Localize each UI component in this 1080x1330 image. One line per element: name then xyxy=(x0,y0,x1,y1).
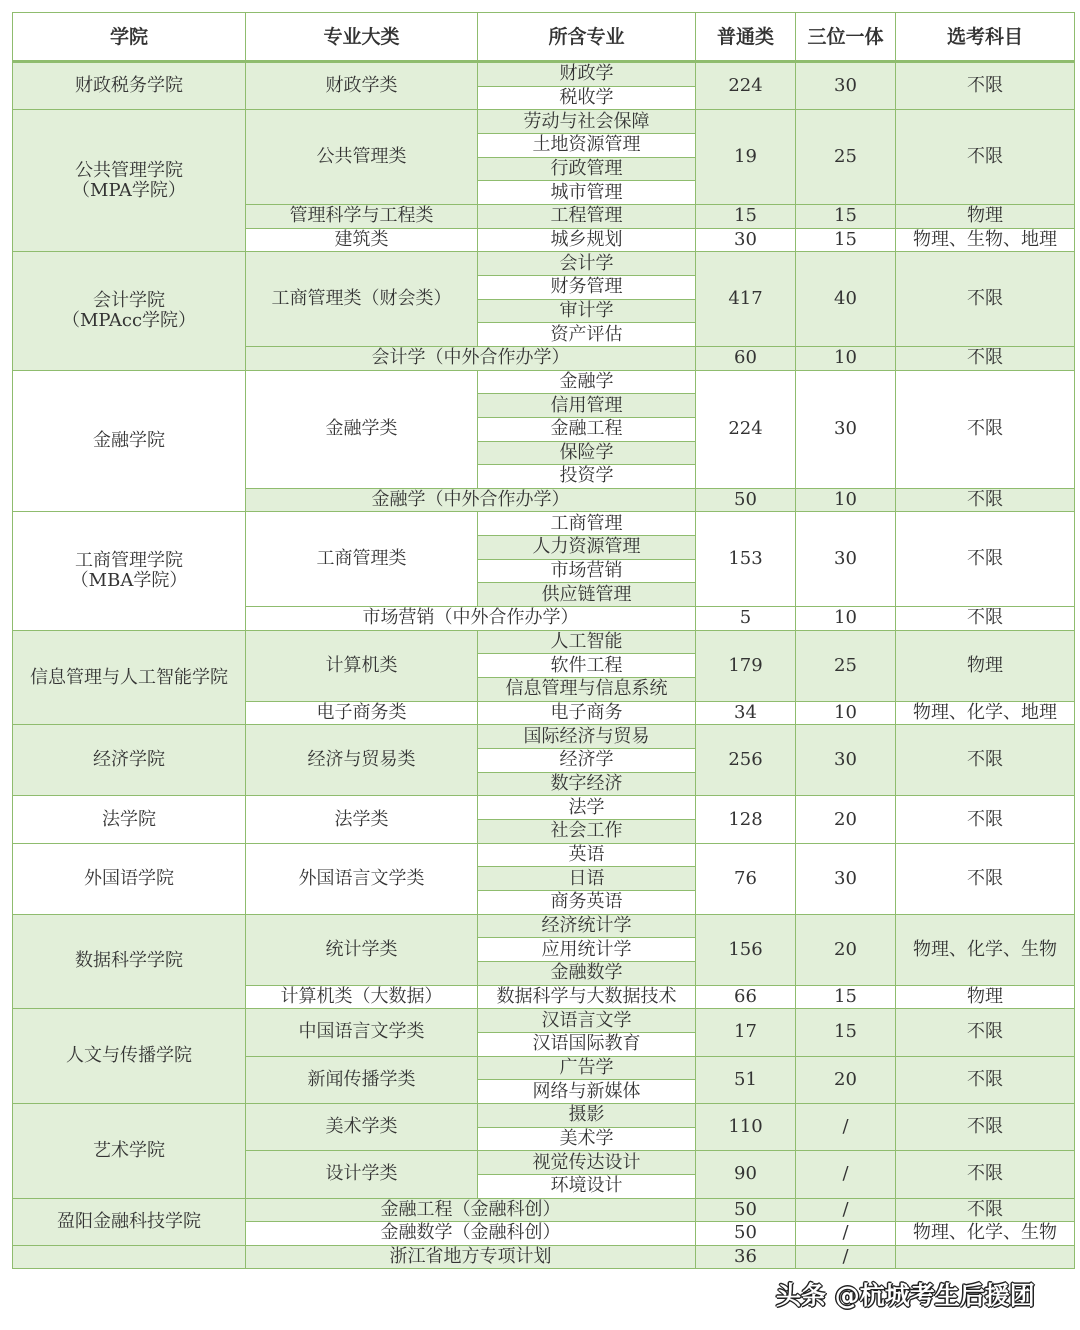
major-name: 视觉传达设计 xyxy=(478,1151,696,1175)
major-name: 美术学 xyxy=(478,1127,696,1151)
table-row xyxy=(13,370,1075,394)
exam-subjects: 物理、化学、生物 xyxy=(896,1222,1075,1246)
header-subjects: 选考科目 xyxy=(896,13,1075,62)
major-name: 经济统计学 xyxy=(478,914,696,938)
major-name: 数字经济 xyxy=(478,772,696,796)
header-trinity: 三位一体 xyxy=(796,13,896,62)
general-quota: 51 xyxy=(696,1056,796,1103)
table-body xyxy=(13,62,1075,1269)
general-quota: 224 xyxy=(696,370,796,488)
trinity-quota: / xyxy=(796,1103,896,1150)
major-name: 人工智能 xyxy=(478,630,696,654)
category-name: 财政学类 xyxy=(246,62,478,110)
category-name: 外国语言文学类 xyxy=(246,843,478,914)
major-name: 日语 xyxy=(478,867,696,891)
trinity-quota: 25 xyxy=(796,110,896,205)
major-name: 保险学 xyxy=(478,441,696,465)
exam-subjects: 不限 xyxy=(896,725,1075,796)
major-name: 人力资源管理 xyxy=(478,536,696,560)
general-quota: 30 xyxy=(696,228,796,252)
category-name: 设计学类 xyxy=(246,1151,478,1198)
header-majors: 所含专业 xyxy=(478,13,696,62)
exam-subjects: 不限 xyxy=(896,252,1075,347)
college-name: 信息管理与人工智能学院 xyxy=(13,630,246,725)
exam-subjects: 不限 xyxy=(896,110,1075,205)
trinity-quota: / xyxy=(796,1151,896,1198)
table-row xyxy=(13,843,1075,867)
major-name: 资产评估 xyxy=(478,323,696,347)
table-row xyxy=(13,512,1075,536)
general-quota: 128 xyxy=(696,796,796,843)
major-name: 广告学 xyxy=(478,1056,696,1080)
college-name: 公共管理学院 （MPA学院） xyxy=(13,110,246,252)
major-name: 摄影 xyxy=(478,1103,696,1127)
college-name: 艺术学院 xyxy=(13,1103,246,1198)
major-name: 金融工程 xyxy=(478,417,696,441)
trinity-quota: 10 xyxy=(796,346,896,370)
category-name: 公共管理类 xyxy=(246,110,478,205)
college-name: 金融学院 xyxy=(13,370,246,512)
enrollment-table xyxy=(12,12,1075,1269)
major-name: 经济学 xyxy=(478,749,696,773)
exam-subjects: 物理 xyxy=(896,630,1075,701)
table-row xyxy=(13,1245,1075,1269)
category-name: 法学类 xyxy=(246,796,478,843)
major-name: 数据科学与大数据技术 xyxy=(478,985,696,1009)
general-quota: 90 xyxy=(696,1151,796,1198)
major-name: 网络与新媒体 xyxy=(478,1080,696,1104)
category-major-merged: 金融数学（金融科创） xyxy=(246,1222,696,1246)
trinity-quota: 10 xyxy=(796,701,896,725)
college-name: 会计学院 （MPAcc学院） xyxy=(13,252,246,370)
exam-subjects: 物理、化学、地理 xyxy=(896,701,1075,725)
exam-subjects: 不限 xyxy=(896,1056,1075,1103)
category-major-merged: 金融学（中外合作办学） xyxy=(246,488,696,512)
major-name: 城乡规划 xyxy=(478,228,696,252)
category-name: 工商管理类 xyxy=(246,512,478,607)
general-quota: 17 xyxy=(696,1009,796,1056)
major-name: 环境设计 xyxy=(478,1174,696,1198)
category-name: 统计学类 xyxy=(246,914,478,985)
major-name: 土地资源管理 xyxy=(478,133,696,157)
category-name: 工商管理类（财会类） xyxy=(246,252,478,347)
table-row xyxy=(13,110,1075,134)
general-quota: 60 xyxy=(696,346,796,370)
major-name: 社会工作 xyxy=(478,820,696,844)
category-name: 新闻传播学类 xyxy=(246,1056,478,1103)
major-name: 税收学 xyxy=(478,86,696,110)
exam-subjects: 不限 xyxy=(896,607,1075,631)
major-name: 工程管理 xyxy=(478,204,696,228)
exam-subjects: 不限 xyxy=(896,843,1075,914)
exam-subjects: 不限 xyxy=(896,1103,1075,1150)
college-name: 财政税务学院 xyxy=(13,62,246,110)
general-quota: 50 xyxy=(696,1222,796,1246)
general-quota: 19 xyxy=(696,110,796,205)
general-quota: 224 xyxy=(696,62,796,110)
general-quota: 110 xyxy=(696,1103,796,1150)
major-name: 法学 xyxy=(478,796,696,820)
header-category: 专业大类 xyxy=(246,13,478,62)
major-name: 工商管理 xyxy=(478,512,696,536)
college-name: 人文与传播学院 xyxy=(13,1009,246,1104)
major-name: 英语 xyxy=(478,843,696,867)
trinity-quota: 30 xyxy=(796,370,896,488)
major-name: 信用管理 xyxy=(478,394,696,418)
college-name: 外国语学院 xyxy=(13,843,246,914)
table-header-row xyxy=(13,13,1075,62)
major-name: 信息管理与信息系统 xyxy=(478,678,696,702)
category-name: 经济与贸易类 xyxy=(246,725,478,796)
watermark: 头条 @杭城考生后援团 xyxy=(776,1281,1035,1310)
trinity-quota: / xyxy=(796,1198,896,1222)
category-name: 管理科学与工程类 xyxy=(246,204,478,228)
exam-subjects: 不限 xyxy=(896,370,1075,488)
trinity-quota: 30 xyxy=(796,62,896,110)
major-name: 投资学 xyxy=(478,465,696,489)
exam-subjects: 物理、化学、生物 xyxy=(896,914,1075,985)
trinity-quota: 30 xyxy=(796,512,896,607)
major-name: 市场营销 xyxy=(478,559,696,583)
general-quota: 179 xyxy=(696,630,796,701)
trinity-quota: 30 xyxy=(796,725,896,796)
general-quota: 15 xyxy=(696,204,796,228)
major-name: 行政管理 xyxy=(478,157,696,181)
major-name: 审计学 xyxy=(478,299,696,323)
category-major-merged: 金融工程（金融科创） xyxy=(246,1198,696,1222)
trinity-quota: 40 xyxy=(796,252,896,347)
exam-subjects: 物理 xyxy=(896,204,1075,228)
major-name: 金融学 xyxy=(478,370,696,394)
major-name: 财务管理 xyxy=(478,275,696,299)
category-major-merged: 市场营销（中外合作办学） xyxy=(246,607,696,631)
category-name: 建筑类 xyxy=(246,228,478,252)
major-name: 劳动与社会保障 xyxy=(478,110,696,134)
category-name: 金融学类 xyxy=(246,370,478,488)
exam-subjects: 不限 xyxy=(896,1198,1075,1222)
category-name: 电子商务类 xyxy=(246,701,478,725)
trinity-quota: 20 xyxy=(796,796,896,843)
category-major-merged: 浙江省地方专项计划 xyxy=(246,1245,696,1269)
general-quota: 156 xyxy=(696,914,796,985)
college-name: 盈阳金融科技学院 xyxy=(13,1198,246,1245)
general-quota: 50 xyxy=(696,488,796,512)
major-name: 金融数学 xyxy=(478,961,696,985)
table-row xyxy=(13,1009,1075,1033)
college-name xyxy=(13,1245,246,1269)
header-college: 学院 xyxy=(13,13,246,62)
table-row xyxy=(13,252,1075,276)
major-name: 软件工程 xyxy=(478,654,696,678)
trinity-quota: 15 xyxy=(796,228,896,252)
general-quota: 5 xyxy=(696,607,796,631)
trinity-quota: 15 xyxy=(796,1009,896,1056)
trinity-quota: 15 xyxy=(796,985,896,1009)
exam-subjects xyxy=(896,1245,1075,1269)
table-row xyxy=(13,1103,1075,1127)
trinity-quota: / xyxy=(796,1222,896,1246)
major-name: 财政学 xyxy=(478,62,696,87)
trinity-quota: / xyxy=(796,1245,896,1269)
exam-subjects: 物理 xyxy=(896,985,1075,1009)
category-name: 计算机类 xyxy=(246,630,478,701)
general-quota: 256 xyxy=(696,725,796,796)
major-name: 汉语言文学 xyxy=(478,1009,696,1033)
category-name: 美术学类 xyxy=(246,1103,478,1150)
category-major-merged: 会计学（中外合作办学） xyxy=(246,346,696,370)
college-name: 数据科学学院 xyxy=(13,914,246,1009)
trinity-quota: 20 xyxy=(796,1056,896,1103)
major-name: 城市管理 xyxy=(478,181,696,205)
exam-subjects: 不限 xyxy=(896,62,1075,110)
trinity-quota: 20 xyxy=(796,914,896,985)
general-quota: 36 xyxy=(696,1245,796,1269)
trinity-quota: 30 xyxy=(796,843,896,914)
header-general: 普通类 xyxy=(696,13,796,62)
trinity-quota: 15 xyxy=(796,204,896,228)
college-name: 工商管理学院 （MBA学院） xyxy=(13,512,246,630)
exam-subjects: 不限 xyxy=(896,488,1075,512)
table-row xyxy=(13,630,1075,654)
table-row xyxy=(13,725,1075,749)
major-name: 国际经济与贸易 xyxy=(478,725,696,749)
general-quota: 76 xyxy=(696,843,796,914)
trinity-quota: 10 xyxy=(796,488,896,512)
major-name: 电子商务 xyxy=(478,701,696,725)
trinity-quota: 25 xyxy=(796,630,896,701)
table-row xyxy=(13,62,1075,87)
major-name: 汉语国际教育 xyxy=(478,1032,696,1056)
general-quota: 417 xyxy=(696,252,796,347)
category-name: 中国语言文学类 xyxy=(246,1009,478,1056)
general-quota: 153 xyxy=(696,512,796,607)
exam-subjects: 不限 xyxy=(896,346,1075,370)
category-name: 计算机类（大数据） xyxy=(246,985,478,1009)
exam-subjects: 不限 xyxy=(896,512,1075,607)
table-row xyxy=(13,1198,1075,1222)
general-quota: 66 xyxy=(696,985,796,1009)
table-row xyxy=(13,796,1075,820)
exam-subjects: 不限 xyxy=(896,1151,1075,1198)
trinity-quota: 10 xyxy=(796,607,896,631)
college-name: 法学院 xyxy=(13,796,246,843)
exam-subjects: 不限 xyxy=(896,796,1075,843)
major-name: 应用统计学 xyxy=(478,938,696,962)
general-quota: 50 xyxy=(696,1198,796,1222)
college-name: 经济学院 xyxy=(13,725,246,796)
major-name: 供应链管理 xyxy=(478,583,696,607)
table-row xyxy=(13,914,1075,938)
general-quota: 34 xyxy=(696,701,796,725)
exam-subjects: 物理、生物、地理 xyxy=(896,228,1075,252)
exam-subjects: 不限 xyxy=(896,1009,1075,1056)
major-name: 商务英语 xyxy=(478,890,696,914)
major-name: 会计学 xyxy=(478,252,696,276)
